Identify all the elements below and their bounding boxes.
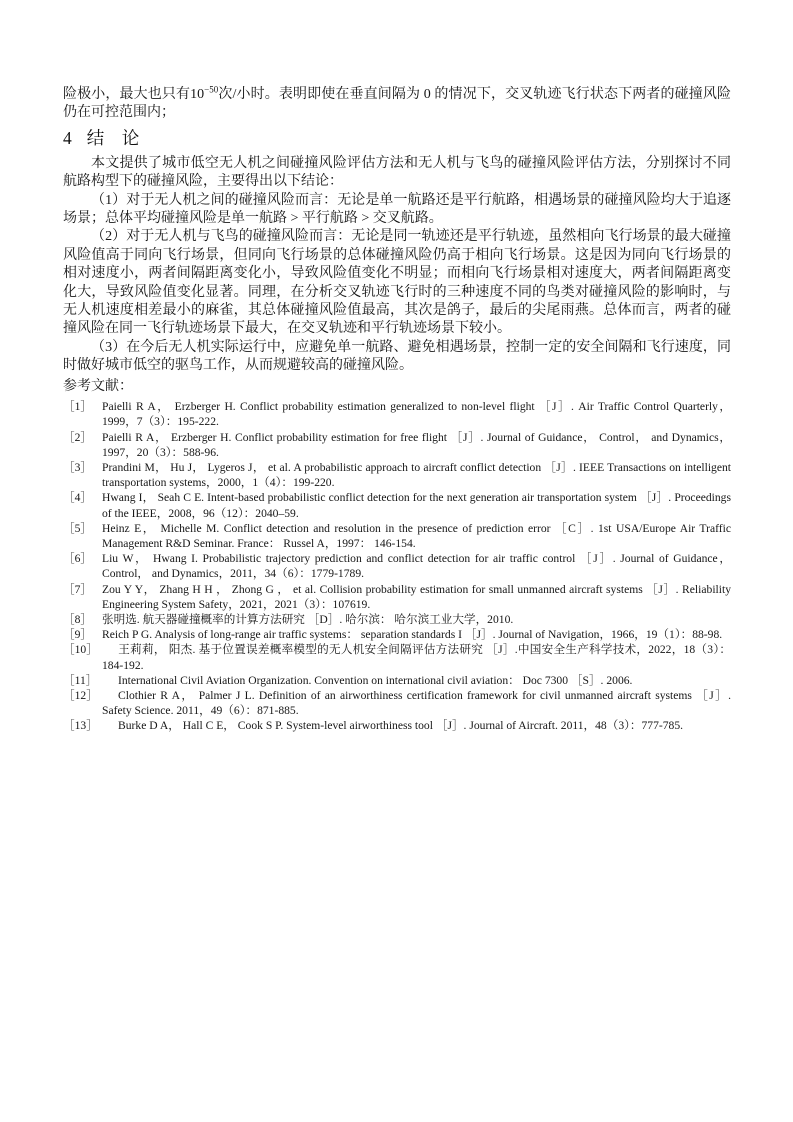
reference-item-8 <box>63 612 731 627</box>
reference-text: Burke D A， Hall C E， Cook S P. System-level airworthiness tool ［J］. Journal of Aircraft. 2011，48（3）：777-785. <box>118 719 684 733</box>
conclusion-point-3: （3）在今后无人机实际运行中，应避免单一航路、避免相遇场景，控制一定的安全间隔和飞行速度，同时做好城市低空的驱鸟工作，从而规避较高的碰撞风险。 <box>63 339 731 374</box>
conclusion-point-1: （1）对于无人机之间的碰撞风险而言：无论是单一航路还是平行航路，相遇场景的碰撞风险均大于追逐场景；总体平均碰撞风险是单一航路 > 平行航路 > 交叉航路。 <box>63 192 731 227</box>
intro-text-after: 次/小时。表明即使在垂直间隔为 0 的情况下，交叉轨迹飞行状态下两者的碰撞风险仍在可控范围内； <box>63 87 731 121</box>
reference-item-2 <box>63 430 731 460</box>
section-title: 结 论 <box>86 127 140 148</box>
reference-item-12 <box>63 688 731 718</box>
section-heading <box>63 127 731 149</box>
references-list <box>63 399 731 733</box>
reference-marker: ［7］ <box>63 582 92 596</box>
reference-text: Heinz E， Michelle M. Conflict detection and resolution in the presence of prediction error ［C］. 1st USA/Europe Air Traffic Management R&D Seminar. France： Russel A，1997： 146-154. <box>102 521 731 550</box>
reference-text: Prandini M， Hu J， Lygeros J， et al. A probabilistic approach to aircraft conflict detection ［J］. IEEE Transactions on intelligent transportation systems，2000，1（4）：199-220. <box>102 460 731 490</box>
reference-item-5 <box>63 521 731 551</box>
conclusion-point-2: （2）对于无人机与飞鸟的碰撞风险而言：无论是同一轨迹还是平行轨迹，虽然相向飞行场景的最大碰撞风险值高于同向飞行场景，但同向飞行场景的总体碰撞风险仍高于相向飞行场景。这是因为同向飞行场景的相对速度小，两者间隔距离变化小，导致风险值变化不明显；而相向飞行场景相对速度大，两者间隔距离变化大，导致风险值变化显著。同理，在分析交叉轨迹飞行时的三种速度不同的鸟类对碰撞风险的影响时，与无人机速度相差最小的麻雀，其总体碰撞风险值最高，其次是鸽子，最后的尖尾雨燕。总体而言，两者的碰撞风险在同一飞行轨迹场景下最大，在交叉轨迹和平行轨迹场景下较小。 <box>63 229 731 337</box>
intro-paragraph <box>63 86 731 123</box>
reference-item-13 <box>63 718 731 733</box>
reference-item-4 <box>63 490 731 520</box>
reference-marker: ［2］ <box>63 430 92 444</box>
reference-item-7 <box>63 582 731 612</box>
reference-item-1 <box>63 399 731 429</box>
reference-item-9 <box>63 627 731 642</box>
reference-marker: ［12］ <box>63 688 98 702</box>
reference-item-10 <box>63 642 731 672</box>
reference-item-6 <box>63 551 731 581</box>
reference-marker: ［3］ <box>63 460 92 474</box>
reference-text: Zou Y Y， Zhang H H ， Zhong G ， et al. Collision probability estimation for small unmanned aircraft systems ［J］. Reliability Engineering System Safety，2021，2021（3）：107619. <box>102 582 731 611</box>
section-number: 4 <box>63 127 72 148</box>
power-base: 10 <box>190 87 205 102</box>
reference-text: 王莉莉， 阳杰. 基于位置误差概率模型的无人机安全间隔评估方法研究 ［J］.中国安全生产科学技术，2022，18（3）：184-192. <box>102 643 731 672</box>
reference-marker: ［5］ <box>63 521 92 535</box>
reference-item-11 <box>63 673 731 688</box>
intro-text-before: 险极小，最大也只有 <box>63 87 191 102</box>
reference-text: Hwang I， Seah C E. Intent-based probabilistic conflict detection for the next generation air transportation system ［J］. Proceedings of the IEEE，2008，96（12）：2040–59. <box>102 491 731 520</box>
conclusion-paragraph-intro: 本文提供了城市低空无人机之间碰撞风险评估方法和无人机与飞鸟的碰撞风险评估方法，分别探讨不同航路构型下的碰撞风险，主要得出以下结论： <box>63 155 731 190</box>
reference-text: Clothier R A， Palmer J L. Definition of an airworthiness certification framework for civil unmanned aircraft systems ［J］. Safety Science. 2011，49（6）：871-885. <box>102 688 731 718</box>
reference-marker: ［1］ <box>63 400 92 414</box>
reference-item-3 <box>63 460 731 490</box>
reference-text: 张明选. 航天器碰撞概率的计算方法研究 ［D］. 哈尔滨： 哈尔滨工业大学，2010. <box>102 612 514 626</box>
power-exponent: −50 <box>204 84 219 95</box>
references-label: 参考文献： <box>63 378 133 394</box>
reference-text: Paielli R A， Erzberger H. Conflict probability estimation for free flight ［J］. Journal of Guidance， Control， and Dynamics，1997，20（3）：588-96. <box>102 430 731 459</box>
reference-marker: ［9］ <box>63 628 92 642</box>
reference-text: Reich P G. Analysis of long-range air traffic systems： separation standards I ［J］. Journal of Navigation，1966，19（1）：88-98. <box>102 628 723 642</box>
reference-marker: ［13］ <box>63 719 98 733</box>
reference-marker: ［10］ <box>63 643 98 657</box>
reference-text: Paielli R A， Erzberger H. Conflict probability estimation generalized to non-level flight ［J］. Air Traffic Control Quarterly，1999，7（3）：195-222. <box>102 400 731 429</box>
reference-marker: ［11］ <box>63 673 98 687</box>
reference-marker: ［6］ <box>63 552 92 566</box>
reference-marker: ［4］ <box>63 491 92 505</box>
reference-text: International Civil Aviation Organization. Convention on international civil aviation： Doc 7300 ［S］. 2006. <box>118 673 633 687</box>
reference-text: Liu W， Hwang I. Probabilistic trajectory prediction and conflict detection for air traffic control ［J］. Journal of Guidance， Control， and Dynamics，2011，34（6）：1779-1789. <box>102 552 731 581</box>
reference-marker: ［8］ <box>63 612 92 626</box>
